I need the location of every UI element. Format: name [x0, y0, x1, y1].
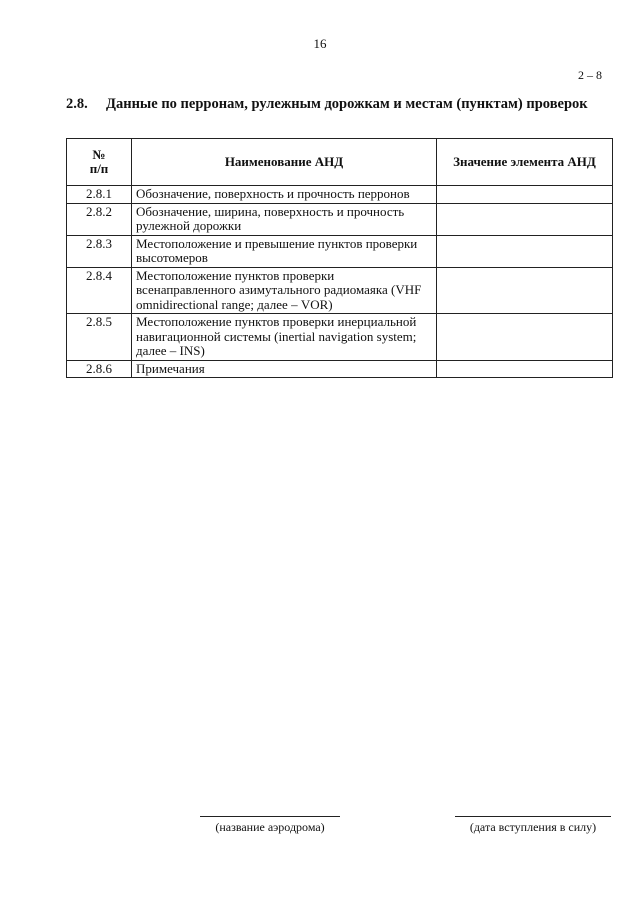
table-row	[67, 360, 613, 378]
row-number: 2.8.6	[67, 360, 132, 378]
row-number: 2.8.2	[67, 203, 132, 235]
row-value	[437, 314, 613, 361]
table-row	[67, 267, 613, 314]
and-data-table	[66, 138, 613, 378]
row-number: 2.8.3	[67, 235, 132, 267]
document-code: 2 – 8	[578, 68, 602, 82]
table-row	[67, 186, 613, 204]
row-number: 2.8.4	[67, 267, 132, 314]
header-name: Наименование АНД	[132, 139, 437, 186]
header-num-symbol: №	[92, 146, 106, 162]
effective-date-caption: (дата вступления в силу)	[469, 820, 597, 834]
row-value	[437, 186, 613, 204]
section-heading	[66, 96, 626, 113]
row-name: Обозначение, поверхность и прочность перронов	[132, 186, 437, 204]
row-name: Местоположение пунктов проверки инерциальной навигационной системы (inertial navigation system; далее – INS)	[132, 314, 437, 361]
row-name: Местоположение и превышение пунктов проверки высотомеров	[132, 235, 437, 267]
page-number: 16	[313, 36, 327, 51]
row-name: Обозначение, ширина, поверхность и прочность рулежной дорожки	[132, 203, 437, 235]
header-num-label: п/п	[89, 161, 109, 176]
aerodrome-name-caption: (название аэродрома)	[215, 820, 325, 834]
signature-line	[455, 816, 611, 817]
table-header-row	[67, 139, 613, 186]
header-num	[67, 139, 132, 186]
section-number: 2.8.	[66, 96, 88, 112]
signature-line	[200, 816, 340, 817]
row-value	[437, 267, 613, 314]
row-number: 2.8.1	[67, 186, 132, 204]
row-name: Примечания	[132, 360, 437, 378]
table-row	[67, 235, 613, 267]
aerodrome-name-signature	[200, 816, 340, 835]
table-row	[67, 203, 613, 235]
effective-date-signature	[455, 816, 611, 835]
row-name: Местоположение пунктов проверки всенаправленного азимутального радиомаяка (VHF omnidirectional range; далее – VOR)	[132, 267, 437, 314]
header-value: Значение элемента АНД	[437, 139, 613, 186]
row-value	[437, 360, 613, 378]
section-title: Данные по перронам, рулежным дорожкам и местам (пунктам) проверок	[106, 96, 588, 112]
row-value	[437, 235, 613, 267]
table-row	[67, 314, 613, 361]
row-value	[437, 203, 613, 235]
row-number: 2.8.5	[67, 314, 132, 361]
